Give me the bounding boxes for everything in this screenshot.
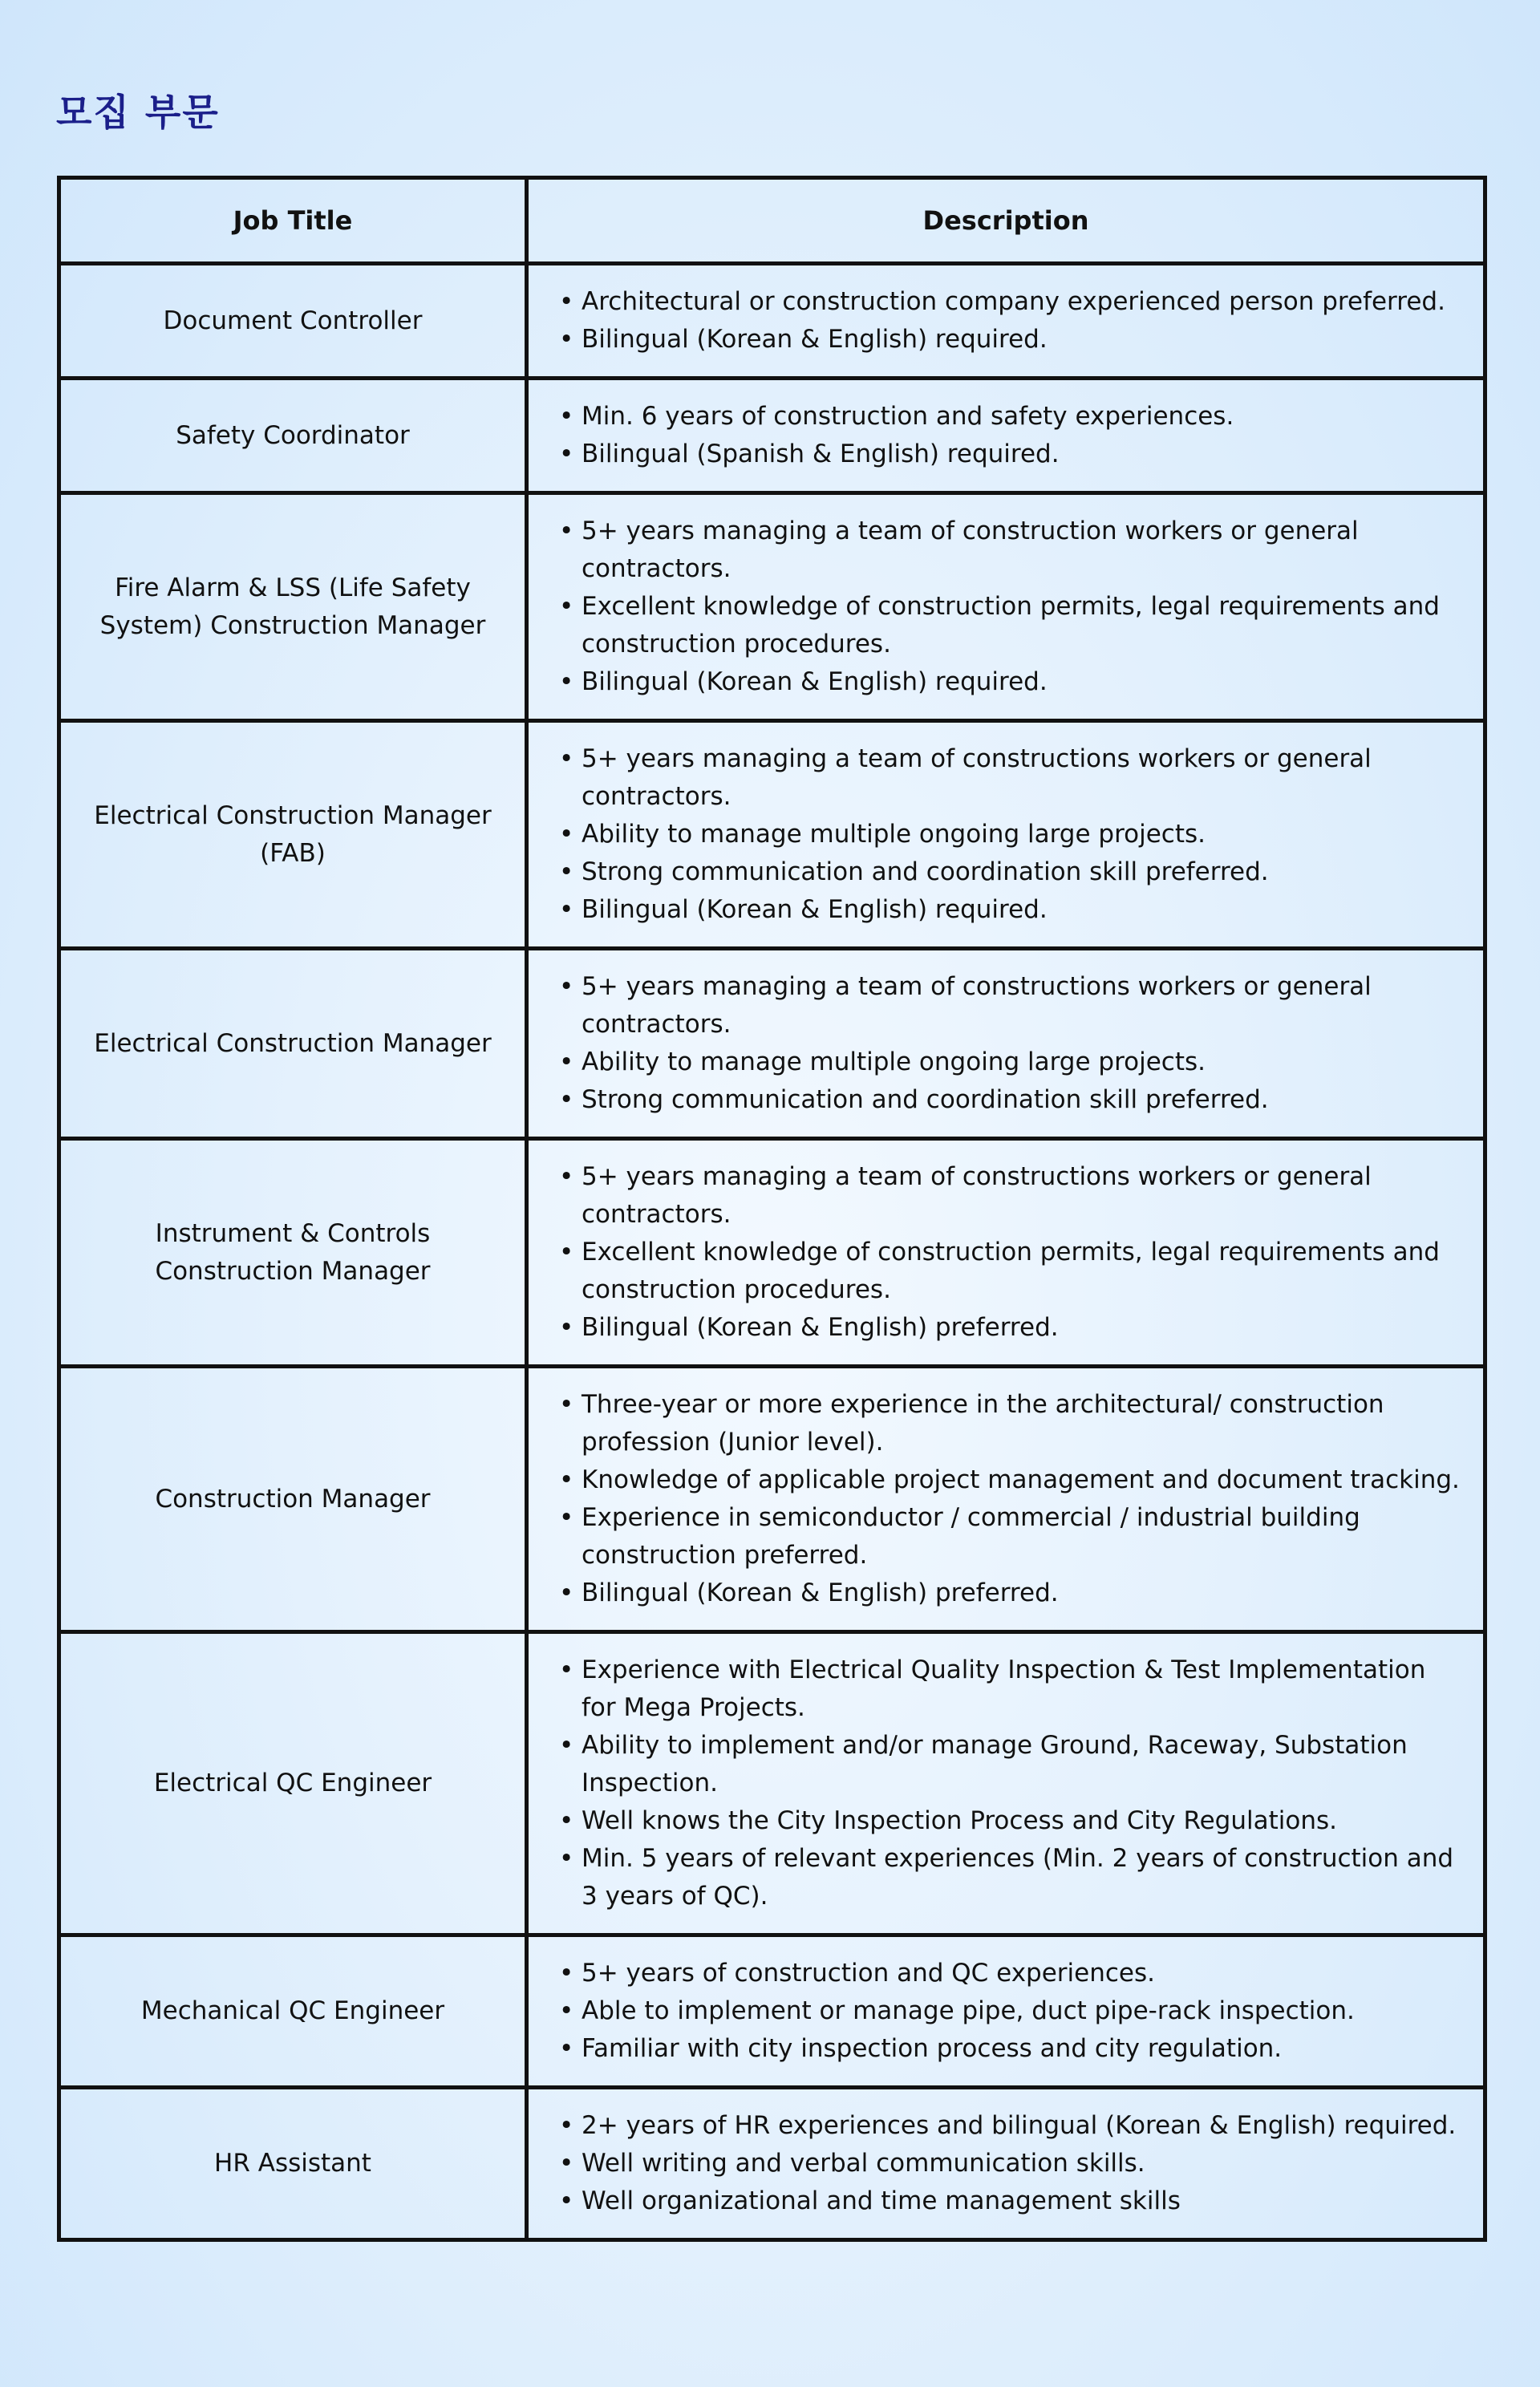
requirement-item [559,283,1461,321]
bullet-icon: • [559,857,574,886]
requirement-text: Bilingual (Korean & English) preferred. [582,1313,1059,1342]
table-row [59,1139,1485,1367]
job-title-cell: Electrical QC Engineer [59,1632,527,1935]
job-rows [59,264,1485,2240]
requirement-text: Bilingual (Korean & English) required. [582,895,1048,924]
requirement-item [559,1992,1461,2030]
bullet-icon: • [559,517,574,545]
bullet-icon: • [559,1390,574,1419]
requirement-text: Bilingual (Spanish & English) required. [582,440,1060,468]
bullet-icon: • [559,1731,574,1760]
requirement-text: 5+ years managing a team of constructions workers or general contractors. [582,1162,1372,1229]
bullet-icon: • [559,744,574,773]
requirement-item [559,2107,1461,2145]
requirement-text: Architectural or construction company experienced person preferred. [582,287,1445,316]
requirement-text: Well writing and verbal communication skills. [582,2149,1145,2178]
requirement-text: Bilingual (Korean & English) preferred. [582,1578,1059,1607]
job-title-cell: Instrument & Controls Construction Manager [59,1139,527,1367]
requirement-text: Ability to manage multiple ongoing large projects. [582,1048,1206,1076]
requirement-item [559,1955,1461,1992]
job-description-cell [527,1632,1485,1935]
requirement-item [559,2182,1461,2220]
requirement-item [559,1840,1461,1915]
job-title-cell: Mechanical QC Engineer [59,1935,527,2088]
requirement-item [559,436,1461,473]
job-description-cell [527,264,1485,379]
requirement-item [559,663,1461,701]
bullet-icon: • [559,1048,574,1076]
table-header-row [59,178,1485,264]
requirement-text: Min. 5 years of relevant experiences (Min. 2 years of construction and 3 years of QC). [582,1844,1454,1911]
bullet-icon: • [559,440,574,468]
bullet-icon: • [559,2034,574,2063]
requirements-list [559,1955,1461,2068]
job-openings-table [57,176,1487,2242]
job-description-cell [527,2088,1485,2240]
requirement-item [559,1386,1461,1461]
requirements-list [559,398,1461,473]
bullet-icon: • [559,2186,574,2215]
requirement-text: Experience with Electrical Quality Inspection & Test Implementation for Mega Projects. [582,1656,1426,1722]
requirement-item [559,891,1461,929]
table-row [59,1632,1485,1935]
job-description-cell [527,949,1485,1139]
bullet-icon: • [559,1806,574,1835]
bullet-icon: • [559,1465,574,1494]
table-row [59,493,1485,721]
requirement-text: Three-year or more experience in the architectural/ construction profession (Junior level). [582,1390,1384,1457]
requirement-item [559,2030,1461,2068]
job-description-cell [527,1139,1485,1367]
requirement-text: 5+ years of construction and QC experiences. [582,1959,1155,1988]
requirement-text: Min. 6 years of construction and safety experiences. [582,402,1234,431]
requirement-item [559,1044,1461,1081]
requirement-item [559,968,1461,1044]
requirement-text: Bilingual (Korean & English) required. [582,667,1048,696]
job-description-cell [527,379,1485,493]
job-title-cell: Construction Manager [59,1367,527,1632]
requirement-item [559,1461,1461,1499]
requirement-text: Well organizational and time management skills [582,2186,1181,2215]
bullet-icon: • [559,667,574,696]
job-description-cell [527,1367,1485,1632]
requirements-list [559,2107,1461,2220]
bullet-icon: • [559,402,574,431]
requirement-text: 5+ years managing a team of constructions workers or general contractors. [582,972,1372,1039]
job-title-cell: Fire Alarm & LSS (Life Safety System) Construction Manager [59,493,527,721]
requirement-item [559,1309,1461,1347]
job-title-cell: HR Assistant [59,2088,527,2240]
table-row [59,949,1485,1139]
job-title-header: Job Title [59,178,527,264]
bullet-icon: • [559,1844,574,1873]
requirement-text: Excellent knowledge of construction permits, legal requirements and construction procedures. [582,592,1440,659]
bullet-icon: • [559,972,574,1001]
bullet-icon: • [559,1959,574,1988]
requirement-text: Familiar with city inspection process and city regulation. [582,2034,1283,2063]
requirement-text: 5+ years managing a team of construction workers or general contractors. [582,517,1359,583]
requirement-text: Excellent knowledge of construction permits, legal requirements and construction procedures. [582,1238,1440,1304]
bullet-icon: • [559,1656,574,1684]
bullet-icon: • [559,895,574,924]
table-row [59,379,1485,493]
table-row [59,721,1485,949]
description-header: Description [527,178,1485,264]
requirement-text: Experience in semiconductor / commercial / industrial building construction preferred. [582,1503,1360,1570]
requirement-item [559,1802,1461,1840]
requirement-text: Bilingual (Korean & English) required. [582,325,1048,354]
requirement-item [559,1574,1461,1612]
requirement-item [559,1234,1461,1309]
requirement-item [559,1727,1461,1802]
requirement-item [559,816,1461,853]
bullet-icon: • [559,287,574,316]
requirements-list [559,283,1461,359]
requirement-text: Strong communication and coordination skill preferred. [582,857,1269,886]
table-row [59,264,1485,379]
requirement-item [559,321,1461,359]
job-title-cell: Electrical Construction Manager [59,949,527,1139]
requirement-item [559,740,1461,816]
table-row [59,1367,1485,1632]
requirement-item [559,853,1461,891]
bullet-icon: • [559,820,574,849]
requirement-item [559,588,1461,663]
bullet-icon: • [559,1162,574,1191]
bullet-icon: • [559,1503,574,1532]
bullet-icon: • [559,2149,574,2178]
requirements-list [559,513,1461,701]
requirement-text: Able to implement or manage pipe, duct pipe-rack inspection. [582,1996,1355,2025]
requirement-text: Ability to manage multiple ongoing large projects. [582,820,1206,849]
job-title-cell: Electrical Construction Manager (FAB) [59,721,527,949]
requirement-item [559,1499,1461,1574]
page-title: 모집 부문 [56,91,220,134]
requirement-item [559,2145,1461,2182]
requirement-text: 2+ years of HR experiences and bilingual (Korean & English) required. [582,2111,1457,2140]
bullet-icon: • [559,592,574,621]
bullet-icon: • [559,1085,574,1114]
requirement-item [559,398,1461,436]
job-description-cell [527,493,1485,721]
job-description-cell [527,721,1485,949]
requirements-list [559,1386,1461,1612]
bullet-icon: • [559,1313,574,1342]
requirement-text: 5+ years managing a team of constructions workers or general contractors. [582,744,1372,811]
bullet-icon: • [559,1238,574,1266]
job-description-cell [527,1935,1485,2088]
requirement-item [559,513,1461,588]
table-row [59,1935,1485,2088]
requirement-item [559,1081,1461,1119]
requirement-text: Ability to implement and/or manage Ground, Raceway, Substation Inspection. [582,1731,1408,1797]
requirement-item [559,1158,1461,1234]
requirements-list [559,1158,1461,1347]
requirement-text: Strong communication and coordination skill preferred. [582,1085,1269,1114]
requirement-text: Knowledge of applicable project management and document tracking. [582,1465,1460,1494]
requirements-list [559,740,1461,929]
bullet-icon: • [559,1996,574,2025]
requirement-item [559,1651,1461,1727]
table-row [59,2088,1485,2240]
bullet-icon: • [559,2111,574,2140]
job-title-cell: Safety Coordinator [59,379,527,493]
requirements-list [559,968,1461,1119]
bullet-icon: • [559,1578,574,1607]
requirements-list [559,1651,1461,1915]
job-title-cell: Document Controller [59,264,527,379]
bullet-icon: • [559,325,574,354]
requirement-text: Well knows the City Inspection Process and City Regulations. [582,1806,1338,1835]
